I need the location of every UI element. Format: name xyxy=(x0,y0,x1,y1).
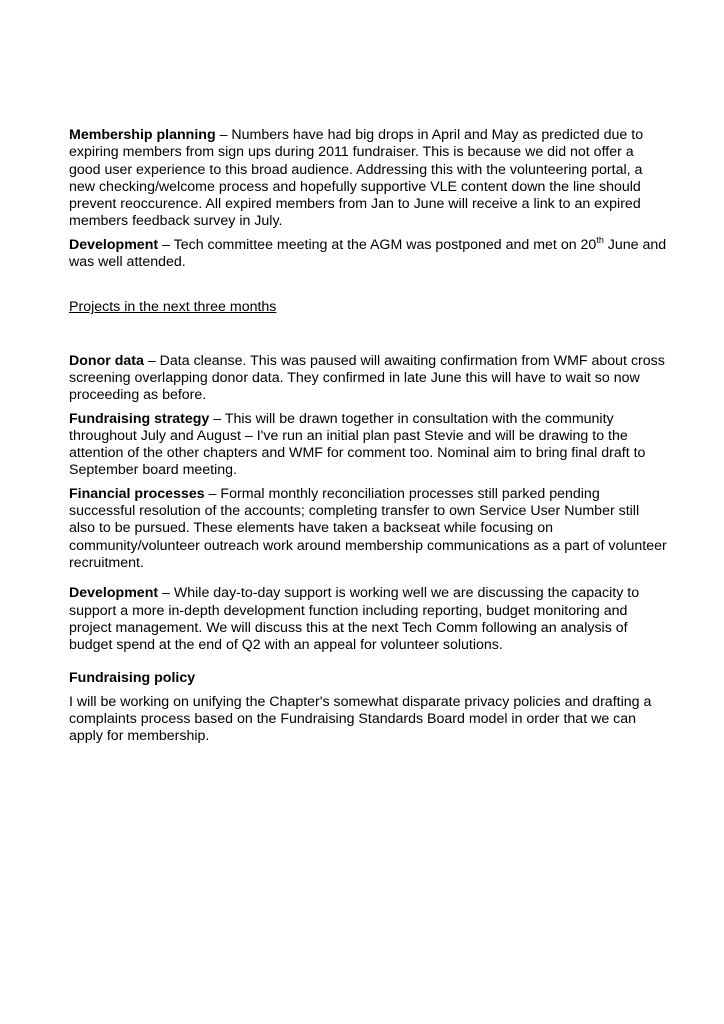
donor-data-term: Donor data xyxy=(69,352,144,369)
development-plan-paragraph xyxy=(69,585,669,654)
development-plan-term: Development xyxy=(69,585,159,602)
membership-planning-term: Membership planning xyxy=(69,127,216,143)
fundraising-policy-paragraph: I will be working on unifying the Chapter's somewhat disparate privacy policies and drafting a complaints process based on the Fundraising Standards Board model in order that we can apply for membership. xyxy=(69,693,652,745)
membership-planning-text: – Numbers have had big drops in April and May as predicted due to expiring members from sign ups during 2011 fundraiser. This is because we did not offer a good user experience to this broad audience. Addressing this with the volunteering portal, a new checking/welcome process and hopefully supportive VLE content down the line should prevent reoccurence. All expired members from Jan to June will receive a link to an expired members feedback survey in July. xyxy=(69,127,644,230)
development-update-text-end: June and was well attended. xyxy=(69,236,667,271)
fundraising-strategy-text: – This will be drawn together in consultation with the community throughout July and August – I've run an initial plan past Stevie and will be drawing to the attention of the other chapters and WMF for comment too. Nominal aim to bring final draft to September board meeting. xyxy=(69,410,646,479)
development-update-paragraph xyxy=(69,234,669,272)
fundraising-strategy-paragraph xyxy=(69,411,669,480)
development-update-term: Development xyxy=(69,236,159,253)
development-update-text: – Tech committee meeting at the AGM was postponed and met on 20 xyxy=(158,236,597,253)
document-body xyxy=(69,127,669,752)
financial-processes-paragraph xyxy=(69,486,669,572)
development-plan-text: – While day-to-day support is working well we are discussing the capacity to support a more in-depth development function including reporting, budget monitoring and project management. We will discuss this at the next Tech Comm following an analysis of budget spend at the end of Q2 with an appeal for volunteer solutions. xyxy=(69,585,640,654)
donor-data-text: – Data cleanse. This was paused will awaiting confirmation from WMF about cross screening overlapping donor data. They confirmed in late June this will have to wait so now proceeding as before. xyxy=(69,352,665,404)
financial-processes-text: – Formal monthly reconciliation processes still parked pending successful resolution of the accounts; completing transfer to own Service User Number still also to be pursued. These elements have taken a backseat while focusing on community/volunteer outreach work around membership communications as a part of volunteer recruitment. xyxy=(69,485,667,571)
fundraising-policy-heading: Fundraising policy xyxy=(69,670,196,687)
membership-planning-paragraph xyxy=(69,127,669,231)
financial-processes-term: Financial processes xyxy=(69,485,205,502)
ordinal-suffix: th xyxy=(596,234,604,245)
fundraising-strategy-term: Fundraising strategy xyxy=(69,410,210,427)
donor-data-paragraph xyxy=(69,353,669,405)
projects-section-heading: Projects in the next three months xyxy=(69,299,277,316)
